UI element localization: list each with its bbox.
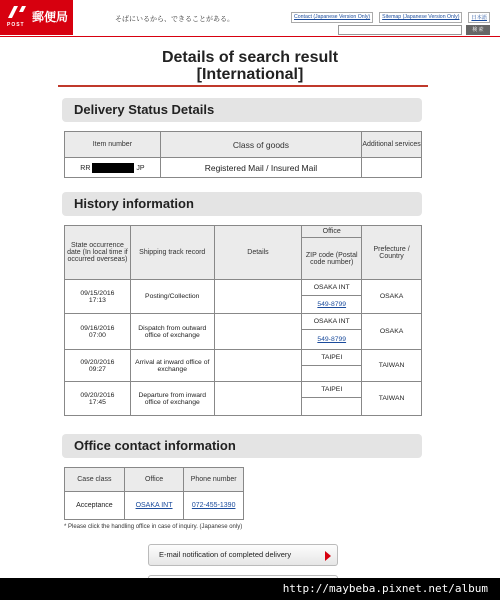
prefecture-cell: OSAKA (362, 280, 422, 314)
delivery-status-table (64, 131, 422, 178)
zip-cell (302, 398, 362, 416)
table-row (65, 382, 422, 398)
time-text: 09:27 (88, 365, 106, 373)
japanese-link[interactable]: 日本語 (468, 12, 490, 23)
search-button[interactable]: 検 索 (466, 25, 490, 35)
date-text: 09/16/2016 (80, 324, 115, 332)
date-cell (65, 314, 131, 350)
date-text: 09/20/2016 (80, 358, 115, 366)
page-title: Details of search result (161, 49, 339, 66)
zip-link[interactable]: 549-8799 (302, 296, 362, 314)
table-row (65, 492, 244, 520)
history-heading: History information (62, 192, 422, 216)
office-cell: OSAKA INT (302, 314, 362, 330)
details-cell (214, 350, 302, 382)
table-row (65, 158, 422, 178)
title-divider (58, 85, 428, 87)
history-table (64, 225, 422, 416)
record-cell: Arrival at inward office of exchange (130, 350, 214, 382)
details-cell (214, 280, 302, 314)
additional-services-cell (362, 158, 422, 178)
inquiry-note: * Please click the handling office in case of inquiry. (Japanese only) (64, 524, 243, 530)
zip-link[interactable]: 549-8799 (302, 330, 362, 350)
office-cell: OSAKA INT (302, 280, 362, 296)
office-contact-heading: Office contact information (62, 434, 422, 458)
date-text: 09/15/2016 (80, 289, 115, 297)
watermark-banner: http://maybeba.pixnet.net/album (0, 578, 500, 600)
table-row (65, 350, 422, 366)
japan-post-logo[interactable] (0, 0, 73, 35)
col-details: Details (214, 226, 302, 280)
delivery-status-heading: Delivery Status Details (62, 98, 422, 122)
col-shipping-record: Shipping track record (130, 226, 214, 280)
record-cell: Dispatch from outward office of exchange (130, 314, 214, 350)
item-suffix: JP (136, 164, 145, 172)
email-notification-button[interactable] (148, 544, 338, 566)
time-text: 17:45 (88, 398, 106, 406)
date-cell (65, 350, 131, 382)
col-prefecture: Prefecture / Country (362, 226, 422, 280)
col-zip: ZIP code (Postal code number) (302, 238, 362, 280)
time-text: 17:13 (88, 296, 106, 304)
redacted-block (92, 163, 134, 173)
item-prefix: RR (80, 164, 91, 172)
site-header (0, 0, 500, 40)
date-cell (65, 280, 131, 314)
header-divider (0, 36, 500, 37)
col-office: Office (302, 226, 362, 238)
details-cell (214, 382, 302, 416)
date-cell (65, 382, 131, 416)
search-input[interactable] (338, 25, 462, 35)
sitemap-link[interactable]: Sitemap (Japanese Version Only) (379, 12, 462, 23)
col-case-class: Case class (65, 468, 125, 492)
record-cell: Departure from inward office of exchange (130, 382, 214, 416)
page-subtitle: [International] (196, 66, 304, 83)
item-number-cell (65, 158, 161, 178)
arrow-right-icon (325, 551, 331, 561)
search-row (338, 25, 490, 35)
logo-post-text: POST (7, 22, 25, 28)
office-contact-table (64, 467, 244, 520)
col-item-number: Item number (65, 132, 161, 158)
col-date: State occurrence date (In local time if occurred overseas) (65, 226, 131, 280)
office-cell: TAIPEI (302, 350, 362, 366)
date-text: 09/20/2016 (80, 391, 115, 399)
logo-text: 郵便局 (32, 10, 69, 24)
class-of-goods-cell: Registered Mail / Insured Mail (160, 158, 361, 178)
contact-link[interactable]: Contact (Japanese Version Only) (291, 12, 373, 23)
case-class-cell: Acceptance (65, 492, 125, 520)
prefecture-cell: TAIWAN (362, 382, 422, 416)
details-cell (214, 314, 302, 350)
office-link[interactable]: OSAKA INT (124, 492, 184, 520)
table-row (65, 280, 422, 296)
jp-post-mark-icon (6, 4, 28, 22)
table-row (65, 314, 422, 330)
zip-cell (302, 366, 362, 382)
phone-link[interactable]: 072-455-1390 (184, 492, 244, 520)
email-notification-label: E-mail notification of completed delivery (159, 550, 292, 559)
office-cell: TAIPEI (302, 382, 362, 398)
col-phone: Phone number (184, 468, 244, 492)
record-cell: Posting/Collection (130, 280, 214, 314)
time-text: 07:00 (88, 331, 106, 339)
col-additional-services: Additional services (362, 132, 422, 158)
prefecture-cell: TAIWAN (362, 350, 422, 382)
col-office: Office (124, 468, 184, 492)
col-class-of-goods: Class of goods (160, 132, 361, 158)
tagline: そばにいるから、できることがある。 (115, 15, 234, 23)
prefecture-cell: OSAKA (362, 314, 422, 350)
top-links (291, 12, 490, 23)
